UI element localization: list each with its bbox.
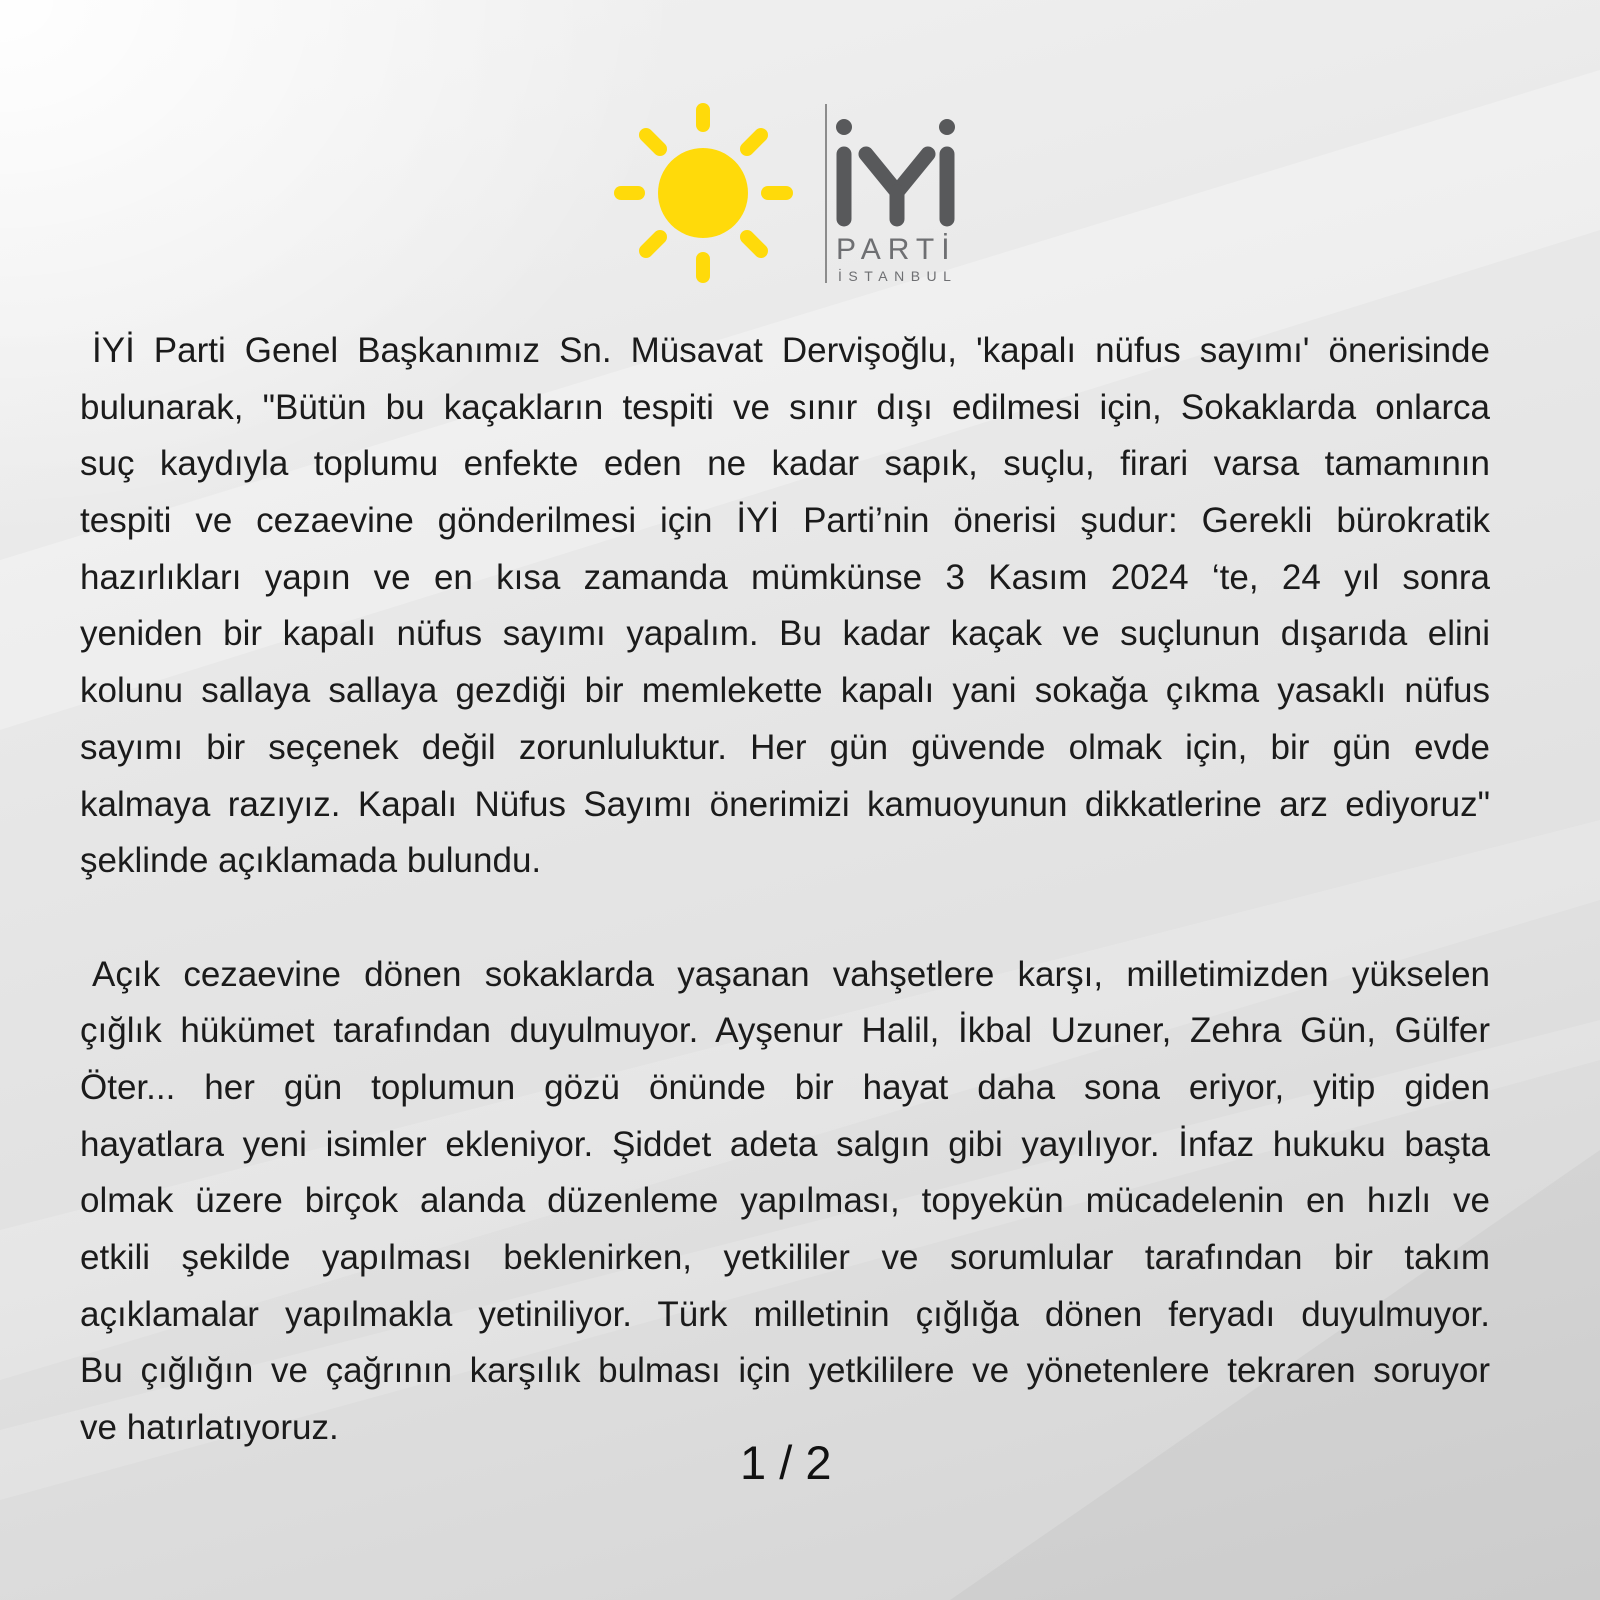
letter-i-dot bbox=[836, 119, 852, 135]
statement-line: açıklamalar yapılmakla yetiniliyor. Türk milletinin çığlığa dönen feryadı duyulmuyor. bbox=[80, 1294, 1490, 1334]
sun-ray bbox=[646, 135, 660, 149]
statement-line: kalmaya razıyız. Kapalı Nüfus Sayımı önerimizi kamuoyunun dikkatlerine arz ediyoruz" bbox=[80, 784, 1490, 824]
statement-line: bulunarak, "Bütün bu kaçakların tespiti ve sınır dışı edilmesi için, Sokaklarda onlarca bbox=[80, 387, 1490, 427]
statement-line: Öter... her gün toplumun gözü önünde bir hayat daha sona eriyor, yitip giden bbox=[80, 1067, 1490, 1107]
statement-line: etkili şekilde yapılması beklenirken, yetkililer ve sorumlular tarafından bir takım bbox=[80, 1238, 1490, 1277]
statement-line: hazırlıkları yapın ve en kısa zamanda mümkünse 3 Kasım 2024 ‘te, 24 yıl sonra bbox=[80, 557, 1490, 597]
statement-line: yeniden bir kapalı nüfus sayımı yapalım. Bu kadar kaçak ve suçlunun dışarıda elini bbox=[80, 614, 1490, 654]
statement-line: kolunu sallaya sallaya gezdiği bir memlekette kapalı yani sokağa çıkma yasaklı nüfus bbox=[80, 671, 1490, 711]
statement-line: olmak üzere birçok alanda düzenleme yapılması, topyekün mücadelenin en hızlı ve bbox=[80, 1181, 1490, 1221]
statement-line: Bu çığlığın ve çağrının karşılık bulması için yetkililere ve yönetenlere tekraren soruyor bbox=[80, 1351, 1490, 1391]
letter-i-dot bbox=[939, 119, 955, 135]
statement-line: ve hatırlatıyoruz. bbox=[80, 1408, 339, 1448]
paragraph-gap bbox=[80, 890, 1490, 947]
logo-wordmark bbox=[836, 119, 955, 219]
statement-line: suç kaydıyla toplumu enfekte eden ne kadar sapık, suçlu, firari varsa tamamının bbox=[80, 444, 1490, 484]
sun-disc bbox=[658, 148, 748, 238]
sun-icon bbox=[621, 110, 786, 276]
statement-line: sayımı bir seçenek değil zorunluluktur. Her gün güvende olmak için, bir gün evde bbox=[80, 727, 1490, 767]
statement-paragraph-1 bbox=[80, 323, 1490, 890]
statement-paragraph-2 bbox=[80, 947, 1490, 1457]
statement-body bbox=[80, 323, 1490, 1457]
statement-line: tespiti ve cezaevine gönderilmesi için İYİ Parti’nin önerisi şudur: Gerekli bürokratik bbox=[80, 501, 1490, 541]
sun-ray bbox=[646, 237, 660, 251]
logo-city-name: İSTANBUL bbox=[838, 268, 958, 284]
page-indicator: 1 / 2 bbox=[740, 1436, 832, 1489]
sun-ray bbox=[747, 237, 761, 251]
logo-party-word: PARTİ bbox=[836, 233, 957, 266]
statement-line: Açık cezaevine dönen sokaklarda yaşanan vahşetlere karşı, milletimizden yükselen bbox=[92, 954, 1490, 994]
statement-line: hayatlara yeni isimler ekleniyor. Şiddet adeta salgın gibi yayılıyor. İnfaz hukuku başta bbox=[80, 1124, 1490, 1164]
statement-line: şeklinde açıklamada bulundu. bbox=[80, 841, 542, 881]
statement-line: İYİ Parti Genel Başkanımız Sn. Müsavat Dervişoğlu, 'kapalı nüfus sayımı' önerisinde bbox=[92, 331, 1490, 370]
statement-line: çığlık hükümet tarafından duyulmuyor. Ayşenur Halil, İkbal Uzuner, Zehra Gün, Gülfer bbox=[80, 1011, 1490, 1051]
sun-ray bbox=[747, 135, 761, 149]
